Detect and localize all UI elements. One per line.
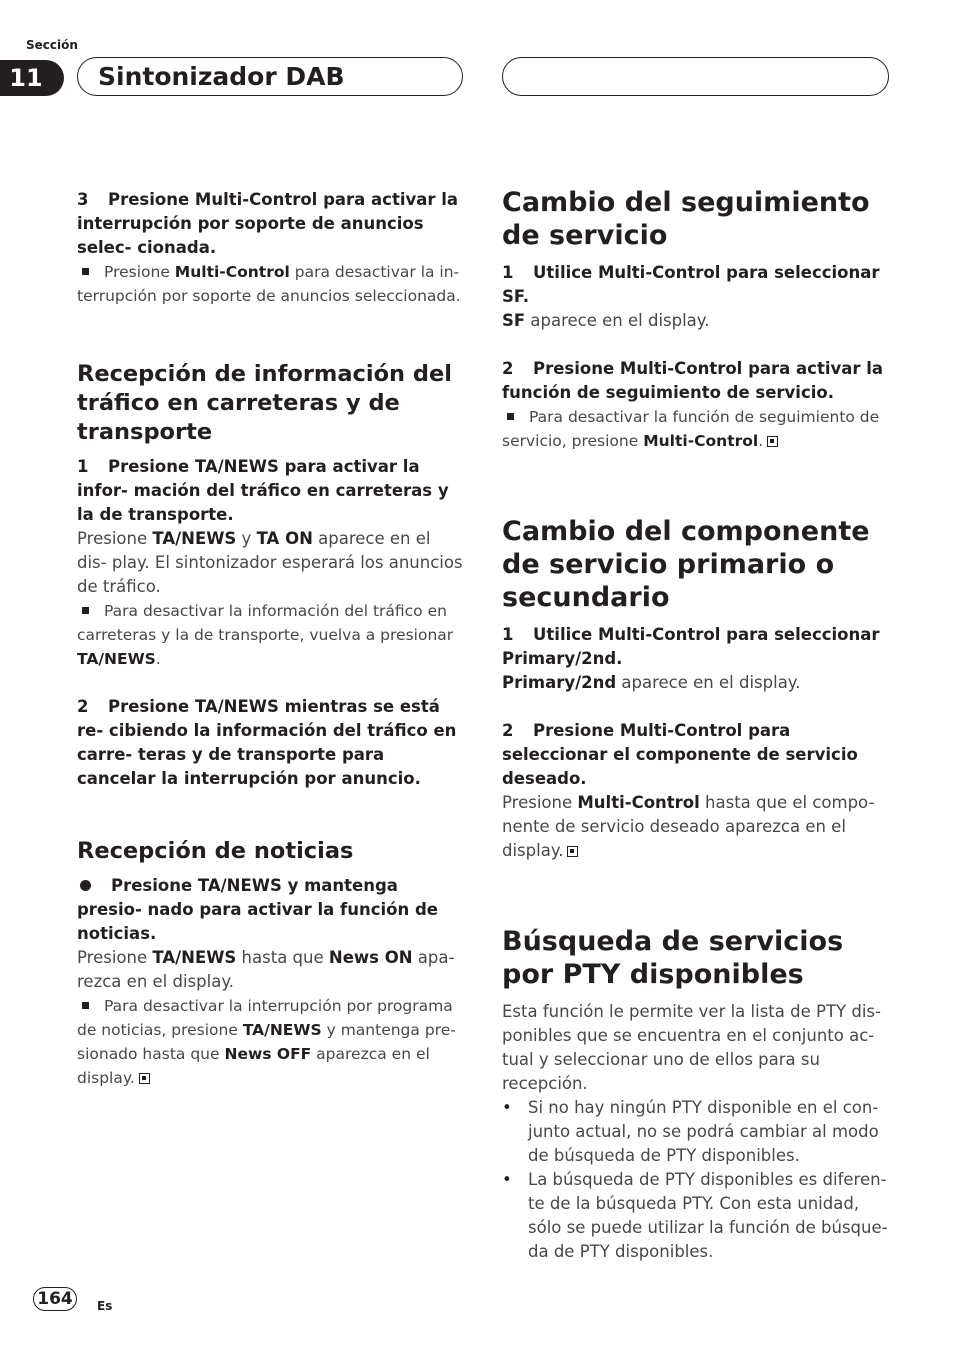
language-code: Es [97,1299,113,1313]
follow-heading: Cambio del seguimiento de servicio [502,187,870,251]
section-label: Sección [26,38,78,52]
step-3-note: Presione Multi-Control para desactivar la in- terrupción por soporte de anuncios seleccionada. [77,263,461,305]
component-heading: Cambio del componente de servicio primario o secundario [502,516,870,613]
end-mark-icon [139,1073,150,1084]
chapter-title: Sintonizador DAB [77,57,463,96]
note-square-icon [82,607,89,614]
component-body-2: Presione Multi-Control hasta que el compo- nente de servicio deseado aparezca en el display. [502,793,875,860]
follow-body: SF aparece en el display. [502,311,710,330]
header-right-frame [502,57,889,96]
news-body: Presione TA/NEWS hasta que News ON apa- rezca en el display. [77,948,455,991]
section-number-tab: 11 [0,60,64,96]
page-number: 164 [33,1287,77,1311]
right-column [502,186,888,1264]
step-dot-icon [80,880,91,891]
traffic-step-2: 2 Presione TA/NEWS mientras se está re- cibiendo la información del tráfico en carre- teras y de transporte para cancelar la interrupción por anuncio. [77,697,457,788]
note-square-icon [507,413,514,420]
component-body: Primary/2nd aparece en el display. [502,673,801,692]
step-3: 3 Presione Multi-Control para activar la interrupción por soporte de anuncios selec- cionada. [77,190,459,257]
note-square-icon [82,268,89,275]
pty-heading: Búsqueda de servicios por PTY disponibles [502,926,844,990]
left-column [77,188,463,1090]
news-heading: Recepción de noticias [77,838,354,864]
note-square-icon [82,1002,89,1009]
end-mark-icon [767,436,778,447]
traffic-body: Presione TA/NEWS y TA ON aparece en el dis- play. El sintonizador esperará los anuncios de tráfico. [77,529,463,596]
pty-bullet-list [502,1096,888,1264]
traffic-heading: Recepción de información del tráfico en carreteras y de transporte [77,361,452,445]
follow-step-2: 2 Presione Multi-Control para activar la función de seguimiento de servicio. [502,359,884,402]
list-item: • Si no hay ningún PTY disponible en el con- junto actual, no se podrá cambiar al modo de búsqueda de PTY disponibles. [502,1096,888,1168]
follow-note: Para desactivar la función de seguimiento de servicio, presione Multi-Control. [502,408,880,450]
component-step-2: 2 Presione Multi-Control para seleccionar el componente de servicio deseado. [502,721,858,788]
traffic-step-1: 1 Presione TA/NEWS para activar la infor- mación del tráfico en carreteras y la de transporte. [77,457,449,524]
end-mark-icon [567,846,578,857]
news-step: Presione TA/NEWS y mantenga presio- nado para activar la función de noticias. [77,876,438,943]
traffic-note: Para desactivar la información del tráfico en carreteras y la de transporte, vuelva a presionar TA/NEWS. [77,602,454,668]
follow-step-1: 1 Utilice Multi-Control para seleccionar SF. [502,263,880,306]
component-step-1: 1 Utilice Multi-Control para seleccionar Primary/2nd. [502,625,880,668]
news-note: Para desactivar la interrupción por programa de noticias, presione TA/NEWS y mantenga pre- sionado hasta que News OFF aparezca en el display. [77,997,456,1087]
list-item: • La búsqueda de PTY disponibles es diferen- te de la búsqueda PTY. Con esta unidad, sólo se puede utilizar la función de búsque- da de PTY disponibles. [502,1168,888,1264]
pty-intro: Esta función le permite ver la lista de PTY dis- ponibles que se encuentra en el conjunto ac- tual y seleccionar uno de ellos para su recepción. [502,1002,881,1093]
